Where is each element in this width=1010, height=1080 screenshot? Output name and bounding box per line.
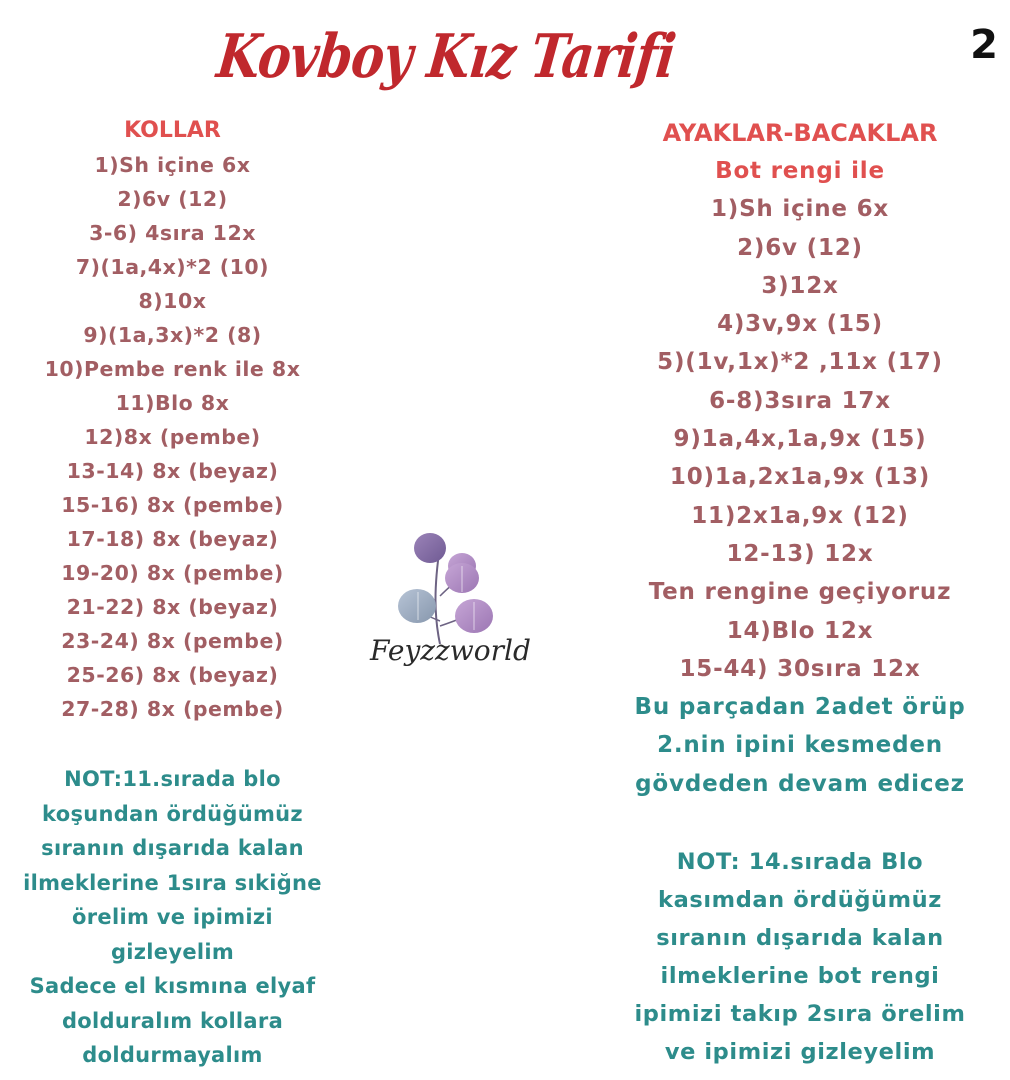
right-row: 3)12x	[761, 272, 839, 299]
left-note-line: gizleyelim	[110, 939, 235, 964]
page-number: 2	[970, 22, 998, 68]
right-instruction-line: 2.nin ipini kesmeden	[657, 732, 943, 759]
right-rows-list	[595, 190, 1005, 688]
right-row: 5)(1v,1x)*2 ,11x (17)	[657, 349, 943, 376]
right-row: 10)1a,2x1a,9x (13)	[669, 464, 931, 491]
right-column-ayaklar	[595, 114, 1005, 1071]
right-instructions	[595, 688, 1005, 803]
brand-logo	[322, 526, 567, 686]
right-note-line: ilmeklerine bot rengi	[660, 963, 940, 990]
left-row: 9)(1a,3x)*2 (8)	[83, 323, 262, 347]
right-row: 11)2x1a,9x (12)	[691, 502, 909, 529]
left-row: 15-16) 8x (pembe)	[61, 493, 284, 517]
left-row: 8)10x	[138, 289, 207, 313]
left-row: 2)6v (12)	[117, 187, 228, 211]
left-note-line: Sadece el kısmına elyaf	[29, 974, 316, 998]
right-row: 2)6v (12)	[737, 234, 863, 261]
right-row: 12-13) 12x	[726, 540, 874, 567]
right-note	[595, 843, 1005, 1071]
right-row: 6-8)3sıra 17x	[709, 387, 891, 414]
right-note-line: ve ipimizi gizleyelim	[664, 1039, 936, 1066]
left-row: 17-18) 8x (beyaz)	[66, 527, 279, 551]
left-note	[0, 762, 345, 1073]
left-row: 12)8x (pembe)	[84, 425, 261, 449]
left-note-line: ilmeklerine 1sıra sıkiğne	[23, 870, 322, 895]
left-note-line: sıranın dışarıda kalan	[41, 836, 304, 860]
right-instruction-line: gövdeden devam edicez	[635, 770, 965, 797]
right-row: 15-44) 30sıra 12x	[679, 655, 921, 682]
left-row: 27-28) 8x (pembe)	[61, 697, 284, 721]
left-row: 7)(1a,4x)*2 (10)	[75, 255, 270, 279]
left-row: 25-26) 8x (beyaz)	[66, 663, 279, 687]
left-note-line: koşundan ördüğümüz	[42, 801, 303, 826]
right-row: 1)Sh içine 6x	[710, 196, 890, 223]
left-rows-list	[0, 148, 345, 726]
right-note-line: ipimizi takıp 2sıra örelim	[634, 1001, 966, 1028]
right-heading: AYAKLAR-BACAKLAR	[662, 119, 938, 147]
right-row: Ten rengine geçiyoruz	[648, 579, 952, 606]
right-note-line: sıranın dışarıda kalan	[656, 925, 944, 952]
left-row: 3-6) 4sıra 12x	[89, 221, 256, 245]
right-note-line: kasımdan ördüğümüz	[658, 887, 942, 914]
left-row: 23-24) 8x (pembe)	[61, 629, 284, 653]
page-title: Kovboy Kız Tarifi	[213, 22, 679, 92]
left-note-line: örelim ve ipimizi	[72, 905, 273, 929]
right-subheading: Bot rengi ile	[715, 158, 885, 184]
left-row: 1)Sh içine 6x	[94, 153, 251, 177]
left-row: 19-20) 8x (pembe)	[61, 561, 284, 585]
left-row: 11)Blo 8x	[115, 391, 230, 415]
left-row: 10)Pembe renk ile 8x	[44, 357, 301, 381]
right-row: 14)Blo 12x	[726, 617, 874, 644]
left-heading: KOLLAR	[124, 118, 221, 143]
left-note-line: doldurmayalım	[82, 1043, 263, 1067]
left-row: 13-14) 8x (beyaz)	[66, 459, 279, 483]
right-note-line: NOT: 14.sırada Blo	[676, 849, 924, 876]
right-instruction-line: Bu parçadan 2adet örüp	[634, 694, 966, 721]
right-row: 9)1a,4x,1a,9x (15)	[673, 426, 927, 453]
left-note-line: NOT:11.sırada blo	[64, 767, 281, 791]
left-row: 21-22) 8x (beyaz)	[66, 595, 279, 619]
left-note-line: dolduralım kollara	[61, 1008, 284, 1033]
left-column-kollar	[0, 114, 345, 1073]
right-row: 4)3v,9x (15)	[717, 311, 883, 338]
logo-text: Feyzzworld	[370, 634, 531, 667]
